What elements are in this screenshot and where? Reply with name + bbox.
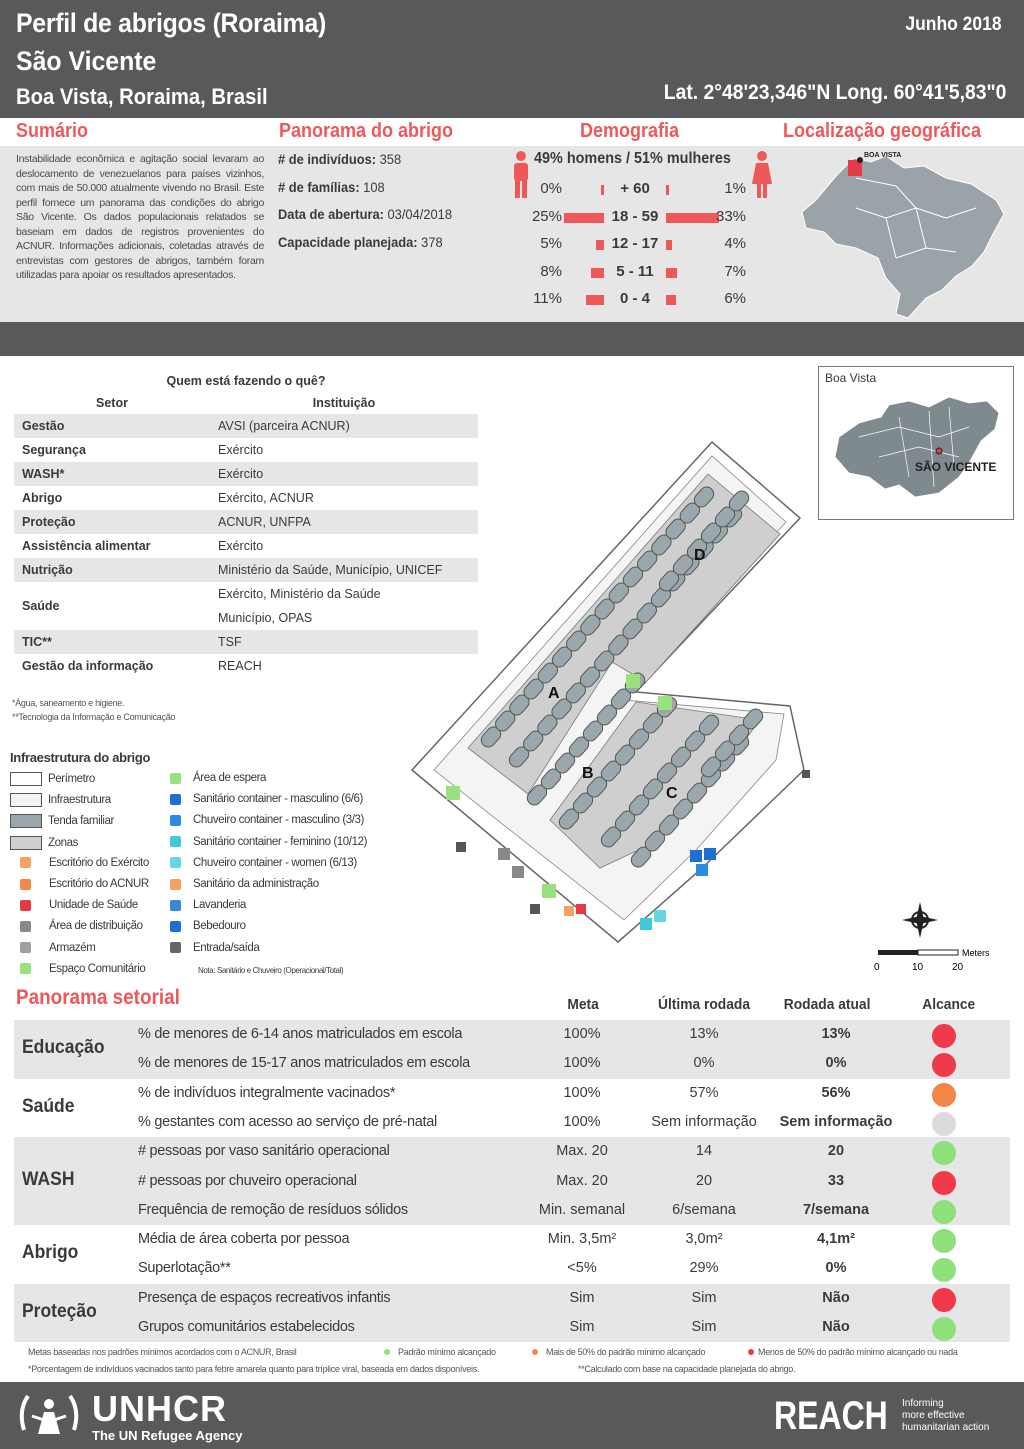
- zone-c-label: C: [666, 785, 678, 802]
- legend-label: Entrada/saída: [193, 941, 260, 954]
- last-round-value: Sem informação: [651, 1113, 757, 1130]
- indicator-label: % de menores de 6-14 anos matriculados em escola: [138, 1026, 463, 1042]
- opening-stat: [278, 206, 452, 222]
- legend-item: [160, 793, 363, 805]
- indicator-label: % gestantes com acesso ao serviço de pré-natal: [138, 1113, 437, 1130]
- men-percent: 5%: [540, 235, 562, 252]
- institution: Exército, ACNUR: [218, 491, 314, 505]
- divider-band: [0, 322, 1024, 356]
- legend-swatch: [10, 772, 42, 786]
- sector: Segurança: [22, 443, 86, 457]
- sector: WASH*: [14, 462, 210, 486]
- demography-row: [520, 290, 760, 312]
- demography-heading: Demografia: [580, 120, 680, 142]
- reach-status-icon: [932, 1288, 956, 1312]
- brazil-map: [796, 148, 1016, 320]
- col-meta: Meta: [567, 996, 599, 1013]
- overview-heading: Panorama do abrigo: [279, 120, 454, 142]
- legend-note: Nota: Sanitário e Chuveiro (Operacional/Total): [198, 966, 344, 975]
- indicator-label: Média de área coberta por pessoa: [138, 1231, 350, 1248]
- reach-tagline-3: humanitarian action: [902, 1422, 990, 1433]
- men-bar: [564, 213, 604, 223]
- col-current-round: Rodada atual: [783, 996, 871, 1013]
- ict-footnote: **Tecnologia da Informação e Comunicação: [12, 712, 176, 722]
- location-heading: Localização geográfica: [783, 120, 982, 142]
- legend-label: Bebedouro: [193, 920, 246, 933]
- legend-symbol-icon: [170, 773, 181, 784]
- legend-item: [160, 899, 246, 911]
- opening-label: Data de abertura:: [278, 206, 384, 222]
- current-round-value: 7/semana: [802, 1201, 870, 1218]
- legend-item: [10, 793, 111, 807]
- legend-symbol-icon: [20, 879, 31, 890]
- unhcr-tagline: The UN Refugee Agency: [92, 1428, 243, 1443]
- current-round-value: 0%: [825, 1260, 847, 1277]
- zone-b-label: B: [582, 765, 594, 782]
- women-percent: 6%: [724, 290, 746, 307]
- legend-swatch: [10, 836, 42, 850]
- indicator-label: Superlotação**: [138, 1260, 231, 1277]
- legend-green: [384, 1347, 496, 1357]
- men-percent: 0%: [540, 180, 562, 197]
- legend-label: Escritório do ACNUR: [49, 878, 149, 890]
- zone-d-label: D: [694, 547, 706, 564]
- target-value: Max. 20: [556, 1172, 608, 1189]
- reach-status-icon: [932, 1112, 956, 1136]
- coordinates: Lat. 2°48'23,346"N Long. 60°41'5,83"0: [663, 81, 1006, 104]
- men-bar: [586, 295, 604, 305]
- legend-item: [10, 857, 149, 869]
- sao-vicente-label: SÃO VICENTE: [915, 460, 997, 474]
- men-bar: [591, 268, 604, 278]
- demography-row: [520, 263, 760, 285]
- institution: AVSI (parceira ACNUR): [218, 419, 350, 433]
- institution: Exército: [218, 443, 264, 457]
- capacity-value: 378: [421, 234, 443, 250]
- age-group: + 60: [620, 180, 650, 197]
- col-sector: Setor: [14, 392, 210, 414]
- legend-item: [10, 836, 78, 850]
- target-value: Sim: [569, 1319, 595, 1335]
- footer-bar: [0, 1382, 1024, 1449]
- legend-item: [160, 920, 246, 932]
- men-percent: 25%: [531, 207, 562, 225]
- sector: Proteção: [14, 510, 210, 534]
- legend-label: Escritório do Exército: [49, 856, 149, 869]
- legend-label: Lavanderia: [193, 899, 246, 912]
- site-plan: [400, 430, 810, 950]
- last-round-value: 20: [695, 1172, 713, 1189]
- indicator-label: # pessoas por vaso sanitário operacional: [138, 1143, 390, 1160]
- sector-name: WASH: [22, 1169, 75, 1191]
- age-group: 0 - 4: [619, 290, 650, 307]
- red-dot-icon: [748, 1349, 754, 1355]
- indicator-label: # pessoas por chuveiro operacional: [138, 1172, 357, 1189]
- sector: Nutrição: [14, 558, 210, 582]
- zone-a-label: A: [548, 685, 560, 702]
- women-bar: [666, 268, 677, 278]
- target-value: Sim: [569, 1289, 595, 1306]
- sector-name: Abrigo: [22, 1242, 79, 1264]
- last-round-value: 3,0m²: [685, 1231, 723, 1248]
- reach-status-icon: [932, 1229, 956, 1253]
- legend-label: Chuveiro container - women (6/13): [193, 856, 357, 869]
- legend-symbol-icon: [20, 942, 31, 953]
- last-round-value: 13%: [689, 1026, 719, 1042]
- indicator-label: % de indivíduos integralmente vacinados*: [138, 1084, 396, 1101]
- legend-label: Perímetro: [48, 773, 95, 785]
- last-round-value: 0%: [693, 1055, 715, 1072]
- women-bar: [666, 295, 676, 305]
- families-value: 108: [363, 179, 385, 195]
- target-value: Min. 3,5m²: [547, 1231, 617, 1248]
- green-dot-icon: [384, 1349, 390, 1355]
- legend-item: [160, 878, 319, 890]
- legend-item: [160, 772, 266, 784]
- reach-status-icon: [932, 1317, 956, 1341]
- legend-label: Área de distribuição: [49, 920, 143, 933]
- page-title: Perfil de abrigos (Roraima): [16, 8, 327, 38]
- capacity-stat: [278, 234, 443, 250]
- sector-name: Educação: [22, 1037, 105, 1059]
- sector-name: Saúde: [22, 1095, 75, 1117]
- report-date: Junho 2018: [905, 14, 1002, 35]
- women-percent: 1%: [724, 180, 746, 197]
- legend-red: [748, 1347, 958, 1357]
- current-round-value: 4,1m²: [817, 1231, 855, 1248]
- current-round-value: 0%: [825, 1055, 847, 1072]
- legend-green-label: Padrão mínimo alcançado: [398, 1347, 496, 1357]
- demography-row: [520, 235, 760, 257]
- families-label: # de famílias:: [278, 179, 360, 195]
- individuals-value: 358: [379, 151, 402, 167]
- last-round-value: Sim: [691, 1289, 717, 1306]
- legend-item: [10, 814, 114, 828]
- legend-item: [10, 899, 138, 911]
- sector-name: Proteção: [22, 1301, 97, 1322]
- age-group: 12 - 17: [611, 235, 659, 252]
- reach-tagline-2: more effective: [902, 1410, 965, 1421]
- current-round-value: Não: [822, 1289, 850, 1306]
- legend-label: Chuveiro container - masculino (3/3): [193, 814, 364, 827]
- target-value: <5%: [567, 1260, 597, 1277]
- target-value: 100%: [563, 1055, 601, 1072]
- sector-overview-title: Panorama setorial: [16, 986, 180, 1009]
- age-group: 5 - 11: [616, 262, 654, 280]
- institution: ACNUR, UNFPA: [218, 515, 311, 529]
- north-arrow-icon: [870, 896, 1010, 976]
- reach-status-icon: [932, 1141, 956, 1165]
- women-percent: 33%: [716, 207, 747, 225]
- age-group: 18 - 59: [611, 207, 659, 225]
- scale-10: 10: [912, 962, 924, 973]
- legend-label: Sanitário container - feminino (10/12): [193, 835, 368, 848]
- opening-value: 03/04/2018: [387, 206, 452, 222]
- reach-tagline: [902, 1398, 989, 1434]
- reach-status-icon: [932, 1024, 956, 1048]
- institution: Exército: [218, 539, 264, 553]
- institution: REACH: [218, 659, 262, 673]
- target-value: Max. 20: [556, 1143, 608, 1160]
- demography-row: [520, 180, 760, 202]
- men-percent: 11%: [533, 290, 562, 307]
- men-bar: [601, 185, 604, 195]
- last-round-value: 6/semana: [672, 1201, 736, 1218]
- women-percent: 4%: [724, 235, 746, 252]
- legend-item: [160, 942, 259, 954]
- inset-map-title: Boa Vista: [825, 371, 877, 385]
- legend-item: [160, 814, 364, 826]
- last-round-value: Sim: [691, 1319, 717, 1335]
- legend-symbol-icon: [170, 900, 181, 911]
- unhcr-wordmark: UNHCR: [92, 1388, 227, 1429]
- legend-label: Sanitário container - masculino (6/6): [193, 793, 363, 806]
- last-round-value: 29%: [689, 1260, 719, 1277]
- legend-label: Armazém: [49, 941, 96, 954]
- current-round-value: Não: [822, 1319, 850, 1335]
- legend-label: Zonas: [48, 836, 78, 849]
- men-percent: 8%: [540, 262, 562, 280]
- wash-footnote: *Água, saneamento e higiene.: [12, 698, 125, 708]
- target-value: 100%: [563, 1026, 601, 1042]
- col-last-round: Última rodada: [658, 996, 751, 1013]
- scale-unit: Meters: [962, 948, 990, 958]
- last-round-value: 14: [695, 1143, 713, 1160]
- vaccination-note: *Porcentagem de indivíduos vacinados tanto para febre amarela quanto para tríplice viral, baseada em dados disponíveis.: [28, 1364, 480, 1374]
- legend-label: Tenda familiar: [48, 815, 114, 828]
- legend-symbol-icon: [170, 942, 181, 953]
- sector: TIC**: [14, 630, 210, 654]
- legend-symbol-icon: [170, 921, 181, 932]
- current-round-value: 13%: [821, 1026, 851, 1042]
- current-round-value: Sem informação: [779, 1113, 893, 1130]
- overcrowding-note: **Calculado com base na capacidade planejada do abrigo.: [578, 1364, 796, 1374]
- gender-split: 49% homens / 51% mulheres: [534, 150, 731, 167]
- indicator-label: Frequência de remoção de resíduos sólidos: [138, 1201, 408, 1218]
- legend-swatch: [10, 814, 42, 828]
- scale-0: 0: [874, 962, 880, 973]
- legend-item: [160, 857, 357, 869]
- legend-symbol-icon: [20, 857, 31, 868]
- current-round-value: 33: [827, 1172, 845, 1189]
- legend-item: [160, 836, 367, 848]
- institution: Exército: [218, 467, 264, 481]
- legend-item: [10, 963, 145, 975]
- legend-title: Infraestrutura do abrigo: [10, 750, 151, 765]
- legend-item: [10, 920, 143, 932]
- women-bar: [666, 240, 672, 250]
- legend-symbol-icon: [170, 879, 181, 890]
- legend-symbol-icon: [170, 836, 181, 847]
- sector: Gestão da informação: [22, 659, 154, 673]
- women-percent: 7%: [724, 262, 746, 280]
- reach-tagline-1: Informing: [902, 1398, 944, 1409]
- header-banner: [0, 0, 1024, 118]
- indicator-label: Presença de espaços recreativos infantis: [138, 1289, 391, 1306]
- target-value: Min. semanal: [538, 1201, 626, 1218]
- reach-status-icon: [932, 1171, 956, 1195]
- women-bar: [666, 185, 669, 195]
- legend-label: Espaço Comunitário: [49, 962, 146, 975]
- individuals-label: # de indivíduos:: [278, 151, 377, 167]
- scale-20: 20: [952, 962, 964, 973]
- families-stat: [278, 179, 385, 195]
- inset-map-shape: [819, 367, 1013, 519]
- shelter-name: São Vicente: [16, 46, 157, 76]
- institution: TSF: [218, 635, 242, 649]
- indicator-label: Grupos comunitários estabelecidos: [138, 1319, 355, 1335]
- current-round-value: 20: [827, 1143, 845, 1160]
- reach-status-icon: [932, 1200, 956, 1224]
- men-bar: [596, 240, 604, 250]
- summary-text: Instabilidade econômica e agitação social levaram ao deslocamento de venezuelanos para países vizinhos, com mais de 50.000 atualmente vivendo no Brasil. Este perfil fornece um panorama das condições do abrigo São Vicente. Os dados populacionais relatados se baseiam em dados de registros provenientes do ACNUR. Informações adicionais, coletadas através de entrevistas com gestores de abrigos, também foram utilizadas para apoiar os resultados apresentados.: [16, 153, 264, 281]
- reach-status-icon: [932, 1083, 956, 1107]
- legend-item: [10, 772, 95, 786]
- legend-label: Área de espera: [193, 772, 267, 784]
- sector: Assistência alimentar: [22, 539, 151, 553]
- legend-item: [10, 942, 95, 954]
- institution: Ministério da Saúde, Município, UNICEF: [218, 563, 443, 577]
- who-table-title: Quem está fazendo o quê?: [14, 370, 478, 392]
- legend-item: [10, 878, 149, 890]
- legend-red-label: Menos de 50% do padrão mínimo alcançado ou nada: [758, 1347, 958, 1357]
- sector: Saúde: [22, 599, 60, 613]
- legend-label: Infraestrutura: [48, 794, 111, 807]
- target-value: 100%: [563, 1113, 601, 1130]
- individuals-stat: [278, 151, 401, 167]
- boa-vista-label: BOA VISTA: [864, 152, 902, 159]
- sector: Abrigo: [22, 491, 63, 505]
- legend-orange: [532, 1347, 705, 1357]
- legend-symbol-icon: [170, 815, 181, 826]
- legend-label: Sanitário da administração: [193, 878, 319, 890]
- women-bar: [666, 213, 719, 223]
- capacity-label: Capacidade planejada:: [278, 234, 418, 250]
- legend-symbol-icon: [20, 921, 31, 932]
- inset-map: [818, 366, 1014, 520]
- legend-swatch: [10, 793, 42, 807]
- institution-line: Exército, Ministério da Saúde: [218, 587, 381, 601]
- shelter-location: Boa Vista, Roraima, Brasil: [16, 84, 268, 109]
- col-institution: Instituição: [210, 392, 478, 414]
- legend-orange-label: Mais de 50% do padrão mínimo alcançado: [546, 1347, 706, 1357]
- sector: Gestão: [14, 414, 210, 438]
- col-reach: Alcance: [922, 996, 976, 1013]
- indicator-label: % de menores de 15-17 anos matriculados em escola: [138, 1055, 470, 1072]
- targets-note: Metas baseadas nos padrões mínimos acordados com o ACNUR, Brasil: [28, 1347, 297, 1357]
- unhcr-logo-icon: [14, 1390, 84, 1442]
- orange-dot-icon: [532, 1349, 538, 1355]
- institution-line: Município, OPAS: [218, 611, 313, 625]
- legend-symbol-icon: [20, 963, 31, 974]
- target-value: 100%: [563, 1084, 601, 1101]
- legend-symbol-icon: [20, 900, 31, 911]
- last-round-value: 57%: [689, 1084, 719, 1101]
- demography-row: [520, 208, 760, 230]
- legend-symbol-icon: [170, 857, 181, 868]
- summary-heading: Sumário: [16, 120, 89, 142]
- legend-symbol-icon: [170, 794, 181, 805]
- legend-label: Unidade de Saúde: [49, 899, 138, 912]
- current-round-value: 56%: [821, 1084, 851, 1101]
- reach-wordmark: REACH: [774, 1394, 888, 1438]
